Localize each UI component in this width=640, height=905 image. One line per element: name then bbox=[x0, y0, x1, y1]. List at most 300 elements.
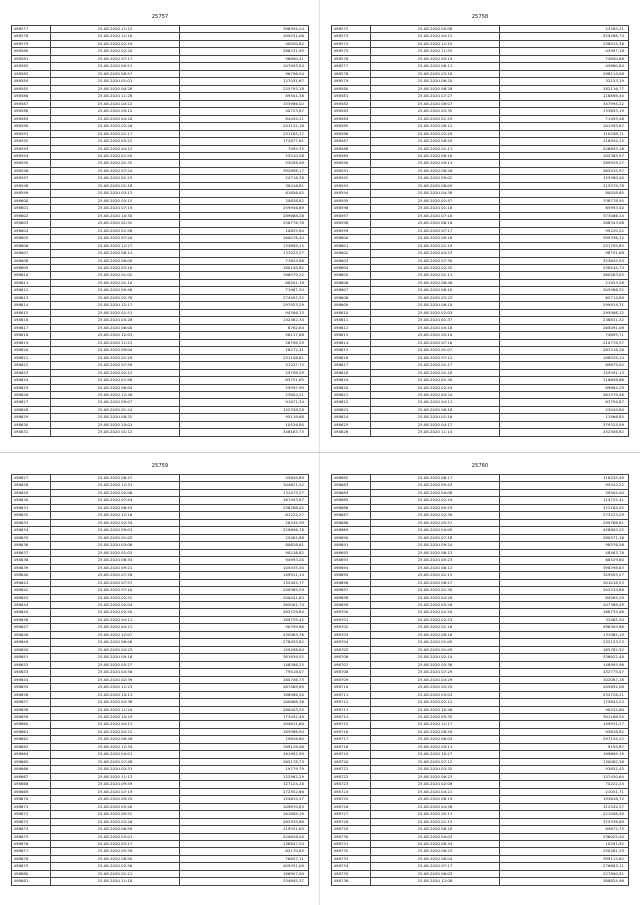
timestamp-cell: 25.08.2020 09:21 bbox=[51, 564, 180, 571]
record-id-cell: 498605 bbox=[12, 235, 51, 242]
amount-cell: 130062,36 bbox=[500, 758, 629, 765]
amount-cell: 226693,16 bbox=[500, 145, 629, 152]
timestamp-cell: 25.08.2020 08:57 bbox=[51, 70, 180, 77]
timestamp-cell: 25.08.2020 11:15 bbox=[51, 26, 180, 33]
record-id-cell: 498616 bbox=[12, 317, 51, 324]
record-id-cell: 498688 bbox=[332, 519, 371, 526]
timestamp-cell: 25.08.2020 01:07 bbox=[371, 347, 500, 354]
record-id-cell: 498716 bbox=[332, 728, 371, 735]
table-row bbox=[12, 377, 309, 384]
timestamp-cell: 25.08.2020 04:21 bbox=[51, 624, 180, 631]
record-id-cell: 498631 bbox=[12, 504, 51, 511]
record-id-cell: 498615 bbox=[332, 347, 371, 354]
amount-cell: 90216,82 bbox=[180, 549, 309, 556]
record-id-cell: 498611 bbox=[12, 279, 51, 286]
timestamp-cell: 25.08.2020 10:13 bbox=[51, 691, 180, 698]
table-row bbox=[12, 706, 309, 713]
timestamp-cell: 25.08.2020 06:16 bbox=[371, 220, 500, 227]
table-row bbox=[332, 557, 629, 564]
timestamp-cell: 25.08.2020 01:56 bbox=[51, 227, 180, 234]
timestamp-cell: 25.08.2020 05:19 bbox=[371, 55, 500, 62]
timestamp-cell: 25.08.2020 11:13 bbox=[51, 773, 180, 780]
record-id-cell: 498597 bbox=[332, 212, 371, 219]
timestamp-cell: 25.08.2020 01:13 bbox=[371, 145, 500, 152]
timestamp-cell: 25.08.2020 07:10 bbox=[51, 587, 180, 594]
record-id-cell: 498620 bbox=[12, 347, 51, 354]
table-row bbox=[332, 138, 629, 145]
timestamp-cell: 25.08.2020 02:20 bbox=[51, 48, 180, 55]
timestamp-cell: 25.08.2020 01:18 bbox=[371, 369, 500, 376]
table-row bbox=[332, 391, 629, 398]
table-row bbox=[332, 123, 629, 130]
timestamp-cell: 25.08.2020 08:34 bbox=[371, 840, 500, 847]
amount-cell: 23049,80 bbox=[500, 406, 629, 413]
record-id-cell: 498599 bbox=[332, 227, 371, 234]
table-row bbox=[12, 317, 309, 324]
record-id-cell: 498575 bbox=[332, 48, 371, 55]
record-id-cell: 498578 bbox=[12, 33, 51, 40]
amount-cell: 149931,27 bbox=[500, 721, 629, 728]
record-id-cell: 498623 bbox=[332, 406, 371, 413]
amount-cell: 250261,29 bbox=[500, 848, 629, 855]
record-id-cell: 498725 bbox=[332, 796, 371, 803]
amount-cell: 227890,91 bbox=[500, 870, 629, 877]
amount-cell: 496305,86 bbox=[500, 624, 629, 631]
amount-cell: 93652,45 bbox=[500, 766, 629, 773]
amount-cell: 392898,17 bbox=[180, 167, 309, 174]
timestamp-cell: 25.08.2020 11:23 bbox=[51, 684, 180, 691]
timestamp-cell: 25.08.2020 09:59 bbox=[51, 781, 180, 788]
record-id-cell: 498625 bbox=[332, 421, 371, 428]
record-id-cell: 498581 bbox=[332, 93, 371, 100]
timestamp-cell: 25.08.2020 06:04 bbox=[51, 384, 180, 391]
record-id-cell: 498666 bbox=[12, 766, 51, 773]
record-id-cell: 498594 bbox=[12, 152, 51, 159]
table-row bbox=[332, 339, 629, 346]
record-id-cell: 498642 bbox=[12, 587, 51, 594]
record-id-cell: 498674 bbox=[12, 826, 51, 833]
amount-cell: 40050,82 bbox=[180, 40, 309, 47]
table-row bbox=[332, 579, 629, 586]
timestamp-cell: 25.08.2020 06:46 bbox=[371, 279, 500, 286]
amount-cell: 280403,35 bbox=[180, 706, 309, 713]
record-id-cell: 498703 bbox=[332, 631, 371, 638]
table-row bbox=[12, 63, 309, 70]
record-id-cell: 498691 bbox=[332, 542, 371, 549]
amount-cell: 102087,18 bbox=[500, 676, 629, 683]
amount-cell: 280571,16 bbox=[500, 534, 629, 541]
timestamp-cell: 25.08.2020 01:58 bbox=[51, 377, 180, 384]
record-id-cell: 498678 bbox=[12, 855, 51, 862]
amount-cell: 29597,99 bbox=[180, 384, 309, 391]
table-row bbox=[12, 594, 309, 601]
record-id-cell: 498599 bbox=[12, 190, 51, 197]
record-id-cell: 498699 bbox=[332, 601, 371, 608]
amount-cell: 122982,29 bbox=[180, 773, 309, 780]
table-row bbox=[332, 55, 629, 62]
amount-cell: 232133,23 bbox=[500, 639, 629, 646]
table-row bbox=[12, 572, 309, 579]
record-id-cell: 498731 bbox=[332, 840, 371, 847]
table-row bbox=[332, 758, 629, 765]
record-id-cell: 498711 bbox=[332, 691, 371, 698]
table-row bbox=[12, 534, 309, 541]
amount-cell: 154615,27 bbox=[180, 796, 309, 803]
record-id-cell: 498626 bbox=[332, 429, 371, 436]
timestamp-cell: 25.08.2020 07:18 bbox=[371, 534, 500, 541]
record-id-cell: 498628 bbox=[12, 406, 51, 413]
timestamp-cell: 25.08.2020 09:04 bbox=[51, 347, 180, 354]
timestamp-cell: 25.08.2020 08:32 bbox=[51, 414, 180, 421]
amount-cell: 265178,73 bbox=[180, 758, 309, 765]
amount-cell: 196579,22 bbox=[180, 272, 309, 279]
record-id-cell: 498603 bbox=[332, 257, 371, 264]
timestamp-cell: 25.08.2020 03:01 bbox=[51, 833, 180, 840]
amount-cell: 188529,14 bbox=[500, 354, 629, 361]
amount-cell: 218656,66 bbox=[500, 377, 629, 384]
page-25759 bbox=[11, 463, 309, 893]
table-row bbox=[12, 624, 309, 631]
table-row bbox=[332, 684, 629, 691]
amount-cell: 210778,37 bbox=[500, 339, 629, 346]
page-25757 bbox=[11, 14, 309, 444]
amount-cell: 29798,29 bbox=[180, 369, 309, 376]
timestamp-cell: 25.08.2020 06:59 bbox=[51, 826, 180, 833]
timestamp-cell: 25.08.2020 06:43 bbox=[51, 504, 180, 511]
table-row bbox=[332, 766, 629, 773]
table-row bbox=[12, 369, 309, 376]
timestamp-cell: 25.08.2020 02:32 bbox=[371, 265, 500, 272]
record-id-cell: 498573 bbox=[332, 33, 371, 40]
table-row bbox=[332, 152, 629, 159]
amount-cell: 131965,19 bbox=[500, 631, 629, 638]
table-row bbox=[12, 339, 309, 346]
table-row bbox=[332, 302, 629, 309]
timestamp-cell: 25.08.2020 09:52 bbox=[51, 811, 180, 818]
record-id-cell: 498582 bbox=[332, 100, 371, 107]
table-row bbox=[12, 855, 309, 862]
table-row bbox=[332, 235, 629, 242]
amount-cell: 80626,61 bbox=[180, 542, 309, 549]
amount-cell: 159380,40 bbox=[500, 175, 629, 182]
table-row bbox=[332, 564, 629, 571]
timestamp-cell: 25.08.2020 06:14 bbox=[51, 250, 180, 257]
table-row bbox=[332, 818, 629, 825]
record-id-cell: 498601 bbox=[12, 205, 51, 212]
ledger-table bbox=[331, 25, 629, 437]
table-row bbox=[332, 669, 629, 676]
table-row bbox=[332, 489, 629, 496]
record-id-cell: 498588 bbox=[12, 108, 51, 115]
timestamp-cell: 25.08.2020 02:19 bbox=[371, 497, 500, 504]
table-row bbox=[12, 182, 309, 189]
amount-cell: 149911,14 bbox=[180, 572, 309, 579]
timestamp-cell: 25.08.2020 07:27 bbox=[371, 93, 500, 100]
record-id-cell: 498662 bbox=[12, 736, 51, 743]
record-id-cell: 498706 bbox=[332, 654, 371, 661]
timestamp-cell: 25.08.2020 02:10 bbox=[371, 654, 500, 661]
timestamp-cell: 25.08.2020 01:50 bbox=[51, 152, 180, 159]
amount-cell: 148995,96 bbox=[500, 661, 629, 668]
table-row bbox=[332, 497, 629, 504]
amount-cell: 168734,06 bbox=[500, 609, 629, 616]
timestamp-cell: 25.08.2020 04:23 bbox=[371, 250, 500, 257]
table-row bbox=[332, 70, 629, 77]
table-row bbox=[332, 714, 629, 721]
table-row bbox=[12, 257, 309, 264]
amount-cell: 133693,19 bbox=[500, 108, 629, 115]
timestamp-cell: 25.08.2020 06:13 bbox=[371, 549, 500, 556]
amount-cell: 132462,34 bbox=[180, 317, 309, 324]
table-row bbox=[332, 220, 629, 227]
record-id-cell: 498633 bbox=[12, 519, 51, 526]
timestamp-cell: 25.08.2020 01:37 bbox=[371, 317, 500, 324]
timestamp-cell: 25.08.2020 02:30 bbox=[371, 512, 500, 519]
timestamp-cell: 25.08.2020 04:38 bbox=[371, 190, 500, 197]
table-row bbox=[12, 557, 309, 564]
record-id-cell: 498594 bbox=[332, 190, 371, 197]
amount-cell: 23210,58 bbox=[180, 152, 309, 159]
table-row bbox=[12, 870, 309, 877]
amount-cell: 62170,65 bbox=[180, 848, 309, 855]
record-id-cell: 498660 bbox=[12, 721, 51, 728]
timestamp-cell: 25.08.2020 08:50 bbox=[51, 855, 180, 862]
amount-cell: 93616,82 bbox=[500, 728, 629, 735]
timestamp-cell: 25.08.2020 06:19 bbox=[371, 796, 500, 803]
table-row bbox=[12, 302, 309, 309]
timestamp-cell: 25.08.2020 06:28 bbox=[371, 85, 500, 92]
table-row bbox=[12, 527, 309, 534]
table-row bbox=[12, 773, 309, 780]
amount-cell: 334695,37 bbox=[180, 878, 309, 885]
table-row bbox=[12, 781, 309, 788]
amount-cell: 9195,87 bbox=[500, 743, 629, 750]
timestamp-cell: 25.08.2020 03:31 bbox=[51, 766, 180, 773]
page-title: 25760 bbox=[471, 463, 489, 469]
timestamp-cell: 25.08.2020 02:23 bbox=[371, 616, 500, 623]
timestamp-cell: 25.08.2020 12:07 bbox=[51, 631, 180, 638]
page-25758 bbox=[331, 14, 629, 444]
timestamp-cell: 25.08.2020 07:28 bbox=[51, 572, 180, 579]
timestamp-cell: 25.08.2020 08:07 bbox=[371, 100, 500, 107]
amount-cell: 165782,52 bbox=[500, 646, 629, 653]
table-row bbox=[12, 601, 309, 608]
amount-cell: 282729,64 bbox=[180, 609, 309, 616]
table-row bbox=[12, 309, 309, 316]
timestamp-cell: 25.08.2020 04:17 bbox=[371, 421, 500, 428]
record-id-cell: 498586 bbox=[332, 130, 371, 137]
amount-cell: 278455,62 bbox=[180, 639, 309, 646]
amount-cell: 105365,97 bbox=[500, 152, 629, 159]
timestamp-cell: 25.08.2020 07:48 bbox=[51, 758, 180, 765]
table-row bbox=[332, 840, 629, 847]
amount-cell: 136847,54 bbox=[180, 840, 309, 847]
record-id-cell: 498604 bbox=[12, 227, 51, 234]
timestamp-cell: 25.08.2020 06:27 bbox=[371, 579, 500, 586]
ledger-table bbox=[11, 474, 309, 886]
timestamp-cell: 25.08.2020 04:16 bbox=[371, 324, 500, 331]
amount-cell: 8762,84 bbox=[180, 324, 309, 331]
timestamp-cell: 25.08.2020 09:24 bbox=[371, 542, 500, 549]
table-row bbox=[332, 332, 629, 339]
amount-cell: 238915,36 bbox=[500, 40, 629, 47]
table-row bbox=[12, 863, 309, 870]
table-row bbox=[12, 138, 309, 145]
timestamp-cell: 25.08.2020 09:48 bbox=[51, 287, 180, 294]
table-row bbox=[12, 669, 309, 676]
timestamp-cell: 25.08.2020 12:15 bbox=[371, 40, 500, 47]
amount-cell: 61222,27 bbox=[180, 512, 309, 519]
amount-cell: 20638,82 bbox=[180, 197, 309, 204]
record-id-cell: 498621 bbox=[12, 354, 51, 361]
record-id-cell: 498583 bbox=[12, 70, 51, 77]
record-id-cell: 498650 bbox=[12, 646, 51, 653]
amount-cell: 172877,61 bbox=[180, 138, 309, 145]
table-row bbox=[12, 654, 309, 661]
timestamp-cell: 25.08.2020 04:23 bbox=[51, 646, 180, 653]
amount-cell: 329955,27 bbox=[500, 572, 629, 579]
timestamp-cell: 25.08.2020 11:17 bbox=[371, 721, 500, 728]
timestamp-cell: 25.08.2020 06:23 bbox=[371, 848, 500, 855]
timestamp-cell: 25.08.2020 07:12 bbox=[371, 354, 500, 361]
table-row bbox=[332, 115, 629, 122]
table-row bbox=[332, 848, 629, 855]
timestamp-cell: 25.08.2020 04:20 bbox=[51, 115, 180, 122]
table-row bbox=[12, 324, 309, 331]
timestamp-cell: 25.08.2020 11:18 bbox=[51, 878, 180, 885]
amount-cell: 74850,68 bbox=[500, 55, 629, 62]
table-row bbox=[12, 108, 309, 115]
amount-cell: 23285,21 bbox=[500, 26, 629, 33]
amount-cell: 259956,69 bbox=[180, 205, 309, 212]
table-row bbox=[332, 294, 629, 301]
table-row bbox=[12, 40, 309, 47]
table-row bbox=[12, 115, 309, 122]
record-id-cell: 498735 bbox=[332, 870, 371, 877]
timestamp-cell: 25.08.2020 02:12 bbox=[371, 699, 500, 706]
table-row bbox=[332, 504, 629, 511]
record-id-cell: 498634 bbox=[12, 527, 51, 534]
amount-cell: 199128,06 bbox=[180, 743, 309, 750]
table-row bbox=[12, 676, 309, 683]
timestamp-cell: 25.08.2020 04:28 bbox=[371, 594, 500, 601]
timestamp-cell: 25.08.2020 02:24 bbox=[371, 384, 500, 391]
page-title: 25758 bbox=[471, 14, 489, 20]
amount-cell: 249569,59 bbox=[180, 587, 309, 594]
timestamp-cell: 25.08.2020 01:32 bbox=[51, 160, 180, 167]
amount-cell: 61656,02 bbox=[180, 190, 309, 197]
amount-cell: 262915,97 bbox=[500, 167, 629, 174]
record-id-cell: 498589 bbox=[12, 115, 51, 122]
amount-cell: 91671,34 bbox=[180, 399, 309, 406]
amount-cell: 289668,28 bbox=[180, 212, 309, 219]
record-id-cell: 498617 bbox=[332, 362, 371, 369]
amount-cell: 372164,55 bbox=[500, 504, 629, 511]
amount-cell: 76657,11 bbox=[180, 855, 309, 862]
amount-cell: 74695,71 bbox=[500, 332, 629, 339]
table-row bbox=[12, 684, 309, 691]
table-row bbox=[12, 587, 309, 594]
record-id-cell: 498613 bbox=[332, 332, 371, 339]
amount-cell: 51227,72 bbox=[180, 362, 309, 369]
table-row bbox=[332, 429, 629, 436]
amount-cell: 107093,54 bbox=[180, 63, 309, 70]
table-row bbox=[332, 803, 629, 810]
timestamp-cell: 25.08.2020 01:51 bbox=[51, 309, 180, 316]
timestamp-cell: 25.08.2020 11:24 bbox=[51, 706, 180, 713]
record-id-cell: 498717 bbox=[332, 736, 371, 743]
timestamp-cell: 25.08.2020 08:49 bbox=[371, 728, 500, 735]
table-row bbox=[12, 878, 309, 885]
table-row bbox=[332, 421, 629, 428]
amount-cell: 159298,64 bbox=[180, 646, 309, 653]
table-row bbox=[12, 766, 309, 773]
amount-cell: 85672,75 bbox=[500, 826, 629, 833]
amount-cell: 231165,37 bbox=[180, 130, 309, 137]
amount-cell: 298114,08 bbox=[500, 70, 629, 77]
record-id-cell: 498606 bbox=[332, 279, 371, 286]
record-id-cell: 498645 bbox=[12, 609, 51, 616]
amount-cell: 16272,41 bbox=[180, 347, 309, 354]
amount-cell: 283316,26 bbox=[500, 347, 629, 354]
table-row bbox=[332, 362, 629, 369]
timestamp-cell: 25.08.2020 01:30 bbox=[371, 587, 500, 594]
timestamp-cell: 25.08.2020 01:02 bbox=[51, 272, 180, 279]
timestamp-cell: 25.08.2020 01:13 bbox=[371, 572, 500, 579]
amount-cell: 252506,82 bbox=[500, 429, 629, 436]
table-row bbox=[12, 512, 309, 519]
record-id-cell: 498574 bbox=[332, 40, 371, 47]
amount-cell: 32465,34 bbox=[500, 616, 629, 623]
amount-cell: 89684,29 bbox=[500, 384, 629, 391]
record-id-cell: 498669 bbox=[12, 788, 51, 795]
record-id-cell: 498593 bbox=[12, 145, 51, 152]
record-id-cell: 498709 bbox=[332, 676, 371, 683]
amount-cell: 109231,06 bbox=[180, 33, 309, 40]
timestamp-cell: 25.08.2020 09:07 bbox=[51, 399, 180, 406]
record-id-cell: 498686 bbox=[332, 504, 371, 511]
record-id-cell: 498649 bbox=[12, 639, 51, 646]
record-id-cell: 498713 bbox=[332, 706, 371, 713]
timestamp-cell: 25.08.2020 02:19 bbox=[51, 40, 180, 47]
page-title: 25757 bbox=[151, 14, 169, 20]
amount-cell: 101495,67 bbox=[500, 123, 629, 130]
amount-cell: 65993,40 bbox=[500, 205, 629, 212]
amount-cell: 301018,53 bbox=[500, 579, 629, 586]
table-row bbox=[332, 265, 629, 272]
timestamp-cell: 25.08.2020 04:28 bbox=[51, 317, 180, 324]
table-row bbox=[332, 863, 629, 870]
table-row bbox=[12, 840, 309, 847]
record-id-cell: 498665 bbox=[12, 758, 51, 765]
amount-cell: 261579,46 bbox=[500, 391, 629, 398]
table-row bbox=[12, 78, 309, 85]
record-id-cell: 498736 bbox=[332, 878, 371, 885]
timestamp-cell: 25.08.2020 03:32 bbox=[371, 766, 500, 773]
timestamp-cell: 25.08.2020 05:15 bbox=[51, 197, 180, 204]
timestamp-cell: 25.08.2020 02:29 bbox=[371, 130, 500, 137]
amount-cell: 375336,69 bbox=[500, 818, 629, 825]
amount-cell: 327124,28 bbox=[180, 781, 309, 788]
table-row bbox=[12, 758, 309, 765]
timestamp-cell: 25.08.2020 12:27 bbox=[51, 242, 180, 249]
record-id-cell: 498619 bbox=[332, 377, 371, 384]
amount-cell: 173492,49 bbox=[180, 714, 309, 721]
amount-cell: 220626,40 bbox=[180, 833, 309, 840]
record-id-cell: 498733 bbox=[332, 855, 371, 862]
timestamp-cell: 25.08.2020 12:34 bbox=[51, 743, 180, 750]
amount-cell: 218934,13 bbox=[500, 138, 629, 145]
